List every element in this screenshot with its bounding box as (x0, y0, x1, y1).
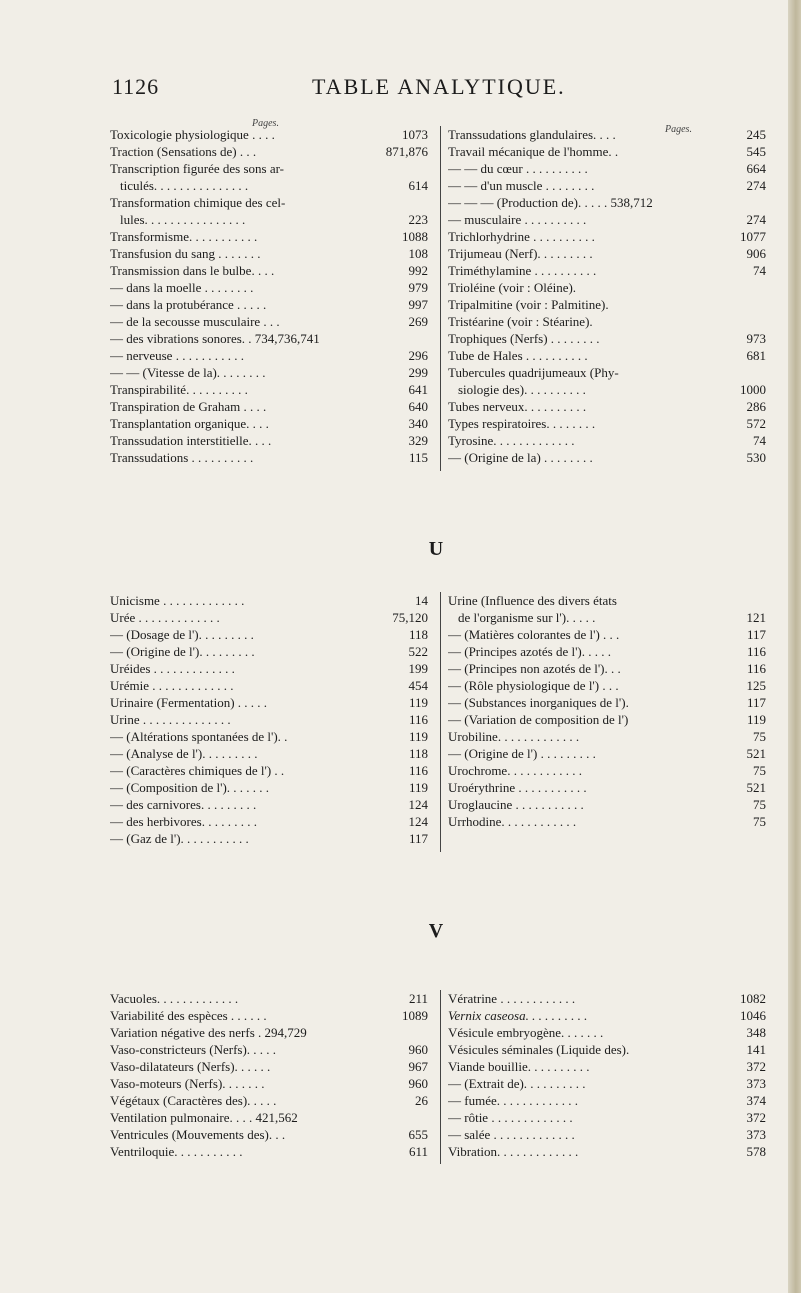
index-entry (110, 1092, 430, 1109)
page-header (112, 74, 632, 104)
index-entry (110, 1058, 430, 1075)
index-entry (110, 1075, 430, 1092)
index-entry-term: Tyrosine. . . . . . . . . . . . . (448, 433, 575, 448)
index-entry-page: 75 (753, 797, 766, 812)
section-letter-u: U (428, 538, 444, 560)
index-entry-term: Urrhodine. . . . . . . . . . . . (448, 814, 577, 829)
index-entry (448, 1041, 768, 1058)
index-entry-term: Vibration. . . . . . . . . . . . . (448, 1144, 579, 1159)
index-entry (448, 432, 768, 449)
index-entry-term: — (Gaz de l'). . . . . . . . . . . (110, 831, 249, 846)
index-entry-term: — (Rôle physiologique de l') . . . (448, 678, 619, 693)
index-entry-term: Triméthylamine . . . . . . . . . . (448, 263, 597, 278)
index-entry-page: 74 (753, 263, 766, 278)
index-entry-term: — (Dosage de l'). . . . . . . . . (110, 627, 254, 642)
index-entry-page: 125 (746, 678, 766, 693)
index-entry-page: 124 (408, 797, 428, 812)
index-entry (448, 1126, 768, 1143)
index-entry (448, 160, 768, 177)
section-u-right-column (448, 592, 768, 830)
index-entry-page: 530 (746, 450, 766, 465)
column-divider (440, 126, 441, 471)
index-entry (110, 432, 430, 449)
index-entry (110, 592, 430, 609)
index-entry (110, 643, 430, 660)
index-entry-term: Vésicule embryogène. . . . . . . (448, 1025, 604, 1040)
index-entry-term: Trichlorhydrine . . . . . . . . . . (448, 229, 595, 244)
index-entry (110, 677, 430, 694)
index-entry-page: 967 (408, 1059, 428, 1074)
index-entry-page: 340 (408, 416, 428, 431)
index-entry (110, 745, 430, 762)
index-entry (448, 262, 768, 279)
index-entry (448, 694, 768, 711)
index-entry-page: 681 (746, 348, 766, 363)
index-entry-term: Ventriloquie. . . . . . . . . . . (110, 1144, 243, 1159)
index-entry (110, 296, 430, 313)
index-entry-term: Variation négative des nerfs . 294,729 (110, 1025, 307, 1040)
index-entry (110, 1109, 430, 1126)
index-entry (448, 415, 768, 432)
index-entry-page: 245 (746, 127, 766, 142)
index-entry (110, 381, 430, 398)
index-entry-page: 329 (408, 433, 428, 448)
index-entry (448, 177, 768, 194)
index-entry-term: Viande bouillie. . . . . . . . . . (448, 1059, 590, 1074)
index-entry-page: 121 (746, 610, 766, 625)
index-entry-term: Transformation chimique des cel- (110, 195, 286, 210)
index-entry-page: 522 (408, 644, 428, 659)
index-entry (110, 694, 430, 711)
index-entry-term: — des carnivores. . . . . . . . . (110, 797, 257, 812)
index-entry-page: 1077 (740, 229, 766, 244)
index-entry-term: — (Origine de l') . . . . . . . . . (448, 746, 596, 761)
index-entry-page: 199 (408, 661, 428, 676)
index-entry-page: 997 (408, 297, 428, 312)
index-entry-term: Tripalmitine (voir : Palmitine). (448, 297, 609, 312)
index-entry-term: Urémie . . . . . . . . . . . . . (110, 678, 234, 693)
index-entry-page: 373 (746, 1127, 766, 1142)
index-entry-term: — (Principes non azotés de l'). . . (448, 661, 621, 676)
index-entry (110, 449, 430, 466)
section-t (110, 126, 766, 471)
index-entry-term: — de la secousse musculaire . . . (110, 314, 280, 329)
index-entry-page: 75 (753, 814, 766, 829)
index-entry (448, 779, 768, 796)
index-entry-term: ticulés. . . . . . . . . . . . . . . (120, 178, 249, 193)
index-entry-page: 116 (746, 644, 766, 659)
section-t-right-column (448, 126, 768, 466)
index-entry (448, 1143, 768, 1160)
index-entry-term: Vératrine . . . . . . . . . . . . (448, 991, 576, 1006)
section-v (110, 990, 766, 1166)
index-entry-term: Vernix caseosa. . . . . . . . . . (448, 1008, 588, 1023)
index-entry-term: Ventricules (Mouvements des). . . (110, 1127, 286, 1142)
index-entry (448, 643, 768, 660)
index-entry (448, 711, 768, 728)
page-number: 1126 (112, 74, 160, 99)
index-entry (448, 228, 768, 245)
index-entry-page: 372 (746, 1059, 766, 1074)
index-entry-term: Urée . . . . . . . . . . . . . (110, 610, 220, 625)
index-entry-term: — des herbivores. . . . . . . . . (110, 814, 257, 829)
running-title: TABLE ANALYTIQUE. (312, 74, 566, 99)
index-entry-term: Toxicologie physiologique . . . . (110, 127, 275, 142)
index-entry-term: — dans la protubérance . . . . . (110, 297, 267, 312)
index-entry (448, 728, 768, 745)
index-entry-term: Vacuoles. . . . . . . . . . . . . (110, 991, 239, 1006)
index-entry-term: Transpiration de Graham . . . . (110, 399, 267, 414)
index-entry-term: Variabilité des espèces . . . . . . (110, 1008, 267, 1023)
index-entry (110, 762, 430, 779)
index-entry (110, 626, 430, 643)
index-entry-term: Transfusion du sang . . . . . . . (110, 246, 261, 261)
section-t-left-column (110, 126, 430, 466)
index-entry-term: — — d'un muscle . . . . . . . . (448, 178, 595, 193)
index-entry-term: Tubes nerveux. . . . . . . . . . (448, 399, 587, 414)
index-entry-page: 1082 (740, 991, 766, 1006)
index-entry (110, 1007, 430, 1024)
index-entry-page: 374 (746, 1093, 766, 1108)
index-entry (448, 279, 768, 296)
index-entry-term: Travail mécanique de l'homme. . (448, 144, 619, 159)
index-entry-term: Tube de Hales . . . . . . . . . . (448, 348, 588, 363)
index-entry-term: — rôtie . . . . . . . . . . . . . (448, 1110, 573, 1125)
index-entry-term: Vaso-constricteurs (Nerfs). . . . . (110, 1042, 277, 1057)
index-entry (448, 347, 768, 364)
index-entry-term: de l'organisme sur l'). . . . . (458, 610, 596, 625)
index-entry-page: 274 (746, 178, 766, 193)
index-entry (448, 762, 768, 779)
index-entry-page: 274 (746, 212, 766, 227)
index-entry-page: 664 (746, 161, 766, 176)
index-entry (110, 245, 430, 262)
index-entry (110, 711, 430, 728)
index-entry-page: 74 (753, 433, 766, 448)
index-entry (448, 1092, 768, 1109)
index-entry-page: 14 (415, 593, 428, 608)
section-v-left-column (110, 990, 430, 1160)
index-entry (110, 1024, 430, 1041)
index-entry-page: 979 (408, 280, 428, 295)
index-entry-term: Trioléine (voir : Oléine). (448, 280, 577, 295)
index-entry-page: 124 (408, 814, 428, 829)
index-entry-term: — salée . . . . . . . . . . . . . (448, 1127, 575, 1142)
index-entry (110, 660, 430, 677)
index-entry (110, 830, 430, 847)
index-entry-term: — dans la moelle . . . . . . . . (110, 280, 254, 295)
section-letter-v: V (428, 920, 444, 942)
index-entry-term: — (Variation de composition de l') (448, 712, 629, 727)
pages-label-left: Pages. (252, 118, 279, 129)
column-divider (440, 990, 441, 1164)
index-entry-page: 116 (408, 712, 428, 727)
index-entry-page: 973 (746, 331, 766, 346)
index-entry (110, 1143, 430, 1160)
index-entry-page: 655 (408, 1127, 428, 1142)
index-entry (448, 990, 768, 1007)
index-entry (448, 1007, 768, 1024)
index-entry-term: — (Analyse de l'). . . . . . . . . (110, 746, 258, 761)
index-entry-page: 141 (746, 1042, 766, 1057)
section-u-left-column (110, 592, 430, 847)
index-entry (110, 398, 430, 415)
index-entry (448, 1058, 768, 1075)
index-entry (110, 143, 430, 160)
index-entry-page: 1089 (402, 1008, 428, 1023)
index-entry (448, 626, 768, 643)
index-entry-term: Uroérythrine . . . . . . . . . . . (448, 780, 587, 795)
index-entry-term: Transmission dans le bulbe. . . . (110, 263, 275, 278)
index-entry-page: 1000 (740, 382, 766, 397)
index-entry-term: lules. . . . . . . . . . . . . . . . (120, 212, 246, 227)
index-entry (448, 1024, 768, 1041)
index-entry-page: 906 (746, 246, 766, 261)
index-entry-page: 521 (746, 746, 766, 761)
index-entry-page: 614 (408, 178, 428, 193)
index-entry-term: — (Substances inorganiques de l'). (448, 695, 629, 710)
index-entry-page: 641 (408, 382, 428, 397)
pages-label-right: Pages. (665, 124, 692, 135)
index-entry-page: 611 (408, 1144, 428, 1159)
index-entry (110, 813, 430, 830)
index-entry-page: 296 (408, 348, 428, 363)
index-entry (448, 609, 768, 626)
index-entry-page: 640 (408, 399, 428, 414)
index-entry-page: 299 (408, 365, 428, 380)
index-entry-page: 223 (408, 212, 428, 227)
index-entry-term: — (Origine de l'). . . . . . . . . (110, 644, 255, 659)
index-entry-term: siologie des). . . . . . . . . . (458, 382, 586, 397)
index-entry-term: Tristéarine (voir : Stéarine). (448, 314, 593, 329)
index-entry-page: 372 (746, 1110, 766, 1125)
index-entry-term: Ventilation pulmonaire. . . . 421,562 (110, 1110, 298, 1125)
index-entry-term: Traction (Sensations de) . . . (110, 144, 257, 159)
index-entry (448, 449, 768, 466)
index-entry-page: 75 (753, 729, 766, 744)
index-entry-term: Urochrome. . . . . . . . . . . . (448, 763, 582, 778)
index-entry-page: 117 (746, 627, 766, 642)
index-entry (110, 228, 430, 245)
index-entry (448, 296, 768, 313)
index-entry-page: 545 (746, 144, 766, 159)
index-entry-term: — (Matières colorantes de l') . . . (448, 627, 620, 642)
index-entry-page: 992 (408, 263, 428, 278)
index-entry-term: Types respiratoires. . . . . . . . (448, 416, 596, 431)
index-entry (110, 194, 430, 211)
index-entry-term: — des vibrations sonores. . 734,736,741 (110, 331, 320, 346)
index-entry (110, 126, 430, 143)
index-entry-page: 26 (415, 1093, 428, 1108)
index-entry-term: Vésicules séminales (Liquide des). (448, 1042, 630, 1057)
index-entry (448, 364, 768, 381)
index-entry-page: 1088 (402, 229, 428, 244)
index-entry (110, 609, 430, 626)
index-entry (110, 279, 430, 296)
index-entry (448, 126, 768, 143)
index-entry (110, 211, 430, 228)
index-entry-term: Transsudation interstitielle. . . . (110, 433, 272, 448)
index-entry-term: Vaso-dilatateurs (Nerfs). . . . . . (110, 1059, 271, 1074)
section-v-right-column (448, 990, 768, 1160)
index-entry-term: — (Principes azotés de l'). . . . . (448, 644, 611, 659)
index-entry (448, 194, 768, 211)
index-entry-term: Tubercules quadrijumeaux (Phy- (448, 365, 619, 380)
index-entry (110, 1126, 430, 1143)
index-entry-page: 115 (408, 450, 428, 465)
index-entry-page: 117 (408, 831, 428, 846)
index-entry-term: — fumée. . . . . . . . . . . . . (448, 1093, 578, 1108)
index-entry-page: 116 (746, 661, 766, 676)
index-entry-term: Transpirabilité. . . . . . . . . . (110, 382, 248, 397)
index-entry (110, 177, 430, 194)
index-entry (448, 745, 768, 762)
index-entry-page: 118 (408, 746, 428, 761)
index-entry (448, 796, 768, 813)
index-entry (448, 1075, 768, 1092)
index-entry (110, 364, 430, 381)
index-entry-term: — — — (Production de). . . . . 538,712 (448, 195, 653, 210)
index-entry (448, 677, 768, 694)
index-entry-term: — musculaire . . . . . . . . . . (448, 212, 587, 227)
index-entry-term: Urinaire (Fermentation) . . . . . (110, 695, 268, 710)
index-entry-term: Transsudations . . . . . . . . . . (110, 450, 254, 465)
index-entry-page: 960 (408, 1076, 428, 1091)
index-entry-page: 119 (408, 780, 428, 795)
index-entry-page: 269 (408, 314, 428, 329)
index-entry-term: — (Altérations spontanées de l'). . (110, 729, 288, 744)
index-entry (110, 796, 430, 813)
index-entry-term: Végétaux (Caractères des). . . . . (110, 1093, 277, 1108)
index-entry (110, 262, 430, 279)
index-entry-page: 119 (408, 729, 428, 744)
index-entry-page: 108 (408, 246, 428, 261)
index-entry (110, 330, 430, 347)
index-entry (448, 313, 768, 330)
index-entry-term: — (Extrait de). . . . . . . . . . (448, 1076, 586, 1091)
index-entry (110, 313, 430, 330)
index-entry-term: — — du cœur . . . . . . . . . . (448, 161, 588, 176)
index-entry-term: — (Origine de la) . . . . . . . . (448, 450, 593, 465)
index-entry (448, 1109, 768, 1126)
index-entry (448, 330, 768, 347)
index-entry (110, 160, 430, 177)
index-entry (448, 398, 768, 415)
index-entry-page: 960 (408, 1042, 428, 1057)
index-entry-page: 211 (408, 991, 428, 1006)
index-entry-term: Trophiques (Nerfs) . . . . . . . . (448, 331, 600, 346)
index-entry-page: 348 (746, 1025, 766, 1040)
index-entry (110, 347, 430, 364)
index-entry-page: 373 (746, 1076, 766, 1091)
index-entry-term: Transcription figurée des sons ar- (110, 161, 285, 176)
index-entry-page: 871,876 (385, 144, 428, 159)
index-entry (110, 415, 430, 432)
index-entry-page: 119 (408, 695, 428, 710)
index-entry (448, 592, 768, 609)
index-entry (448, 381, 768, 398)
index-entry-page: 578 (746, 1144, 766, 1159)
index-entry (448, 813, 768, 830)
index-entry-term: — (Caractères chimiques de l') . . (110, 763, 285, 778)
index-entry (448, 211, 768, 228)
index-entry-page: 119 (746, 712, 766, 727)
index-entry-page: 118 (408, 627, 428, 642)
section-u (110, 592, 766, 854)
index-entry-page: 572 (746, 416, 766, 431)
index-entry (448, 660, 768, 677)
index-entry-term: — nerveuse . . . . . . . . . . . (110, 348, 244, 363)
index-entry-term: Transplantation organique. . . . (110, 416, 269, 431)
index-entry-page: 117 (746, 695, 766, 710)
index-entry-page: 75,120 (392, 610, 428, 625)
column-divider (440, 592, 441, 852)
index-entry-page: 286 (746, 399, 766, 414)
index-entry-term: Vaso-moteurs (Nerfs). . . . . . . (110, 1076, 265, 1091)
index-entry-term: Urine (Influence des divers états (448, 593, 617, 608)
index-entry (110, 728, 430, 745)
index-entry-term: Transsudations glandulaires. . . . (448, 127, 616, 142)
index-entry-page: 1046 (740, 1008, 766, 1023)
index-entry-term: Urobiline. . . . . . . . . . . . . (448, 729, 580, 744)
index-entry-term: Trijumeau (Nerf). . . . . . . . . (448, 246, 593, 261)
index-entry-term: Uroglaucine . . . . . . . . . . . (448, 797, 584, 812)
index-entry-term: — — (Vitesse de la). . . . . . . . (110, 365, 266, 380)
index-entry (110, 779, 430, 796)
index-entry-term: Uréides . . . . . . . . . . . . . (110, 661, 235, 676)
index-entry-page: 521 (746, 780, 766, 795)
index-entry-term: Unicisme . . . . . . . . . . . . . (110, 593, 245, 608)
index-entry (110, 990, 430, 1007)
index-entry-page: 454 (408, 678, 428, 693)
page-edge (788, 0, 801, 1293)
index-entry-term: Transformisme. . . . . . . . . . . (110, 229, 258, 244)
index-entry-term: Urine . . . . . . . . . . . . . . (110, 712, 231, 727)
index-entry (448, 245, 768, 262)
index-entry-page: 1073 (402, 127, 428, 142)
index-entry-term: — (Composition de l'). . . . . . . (110, 780, 270, 795)
index-entry (110, 1041, 430, 1058)
index-entry (448, 143, 768, 160)
index-entry-page: 75 (753, 763, 766, 778)
index-entry-page: 116 (408, 763, 428, 778)
